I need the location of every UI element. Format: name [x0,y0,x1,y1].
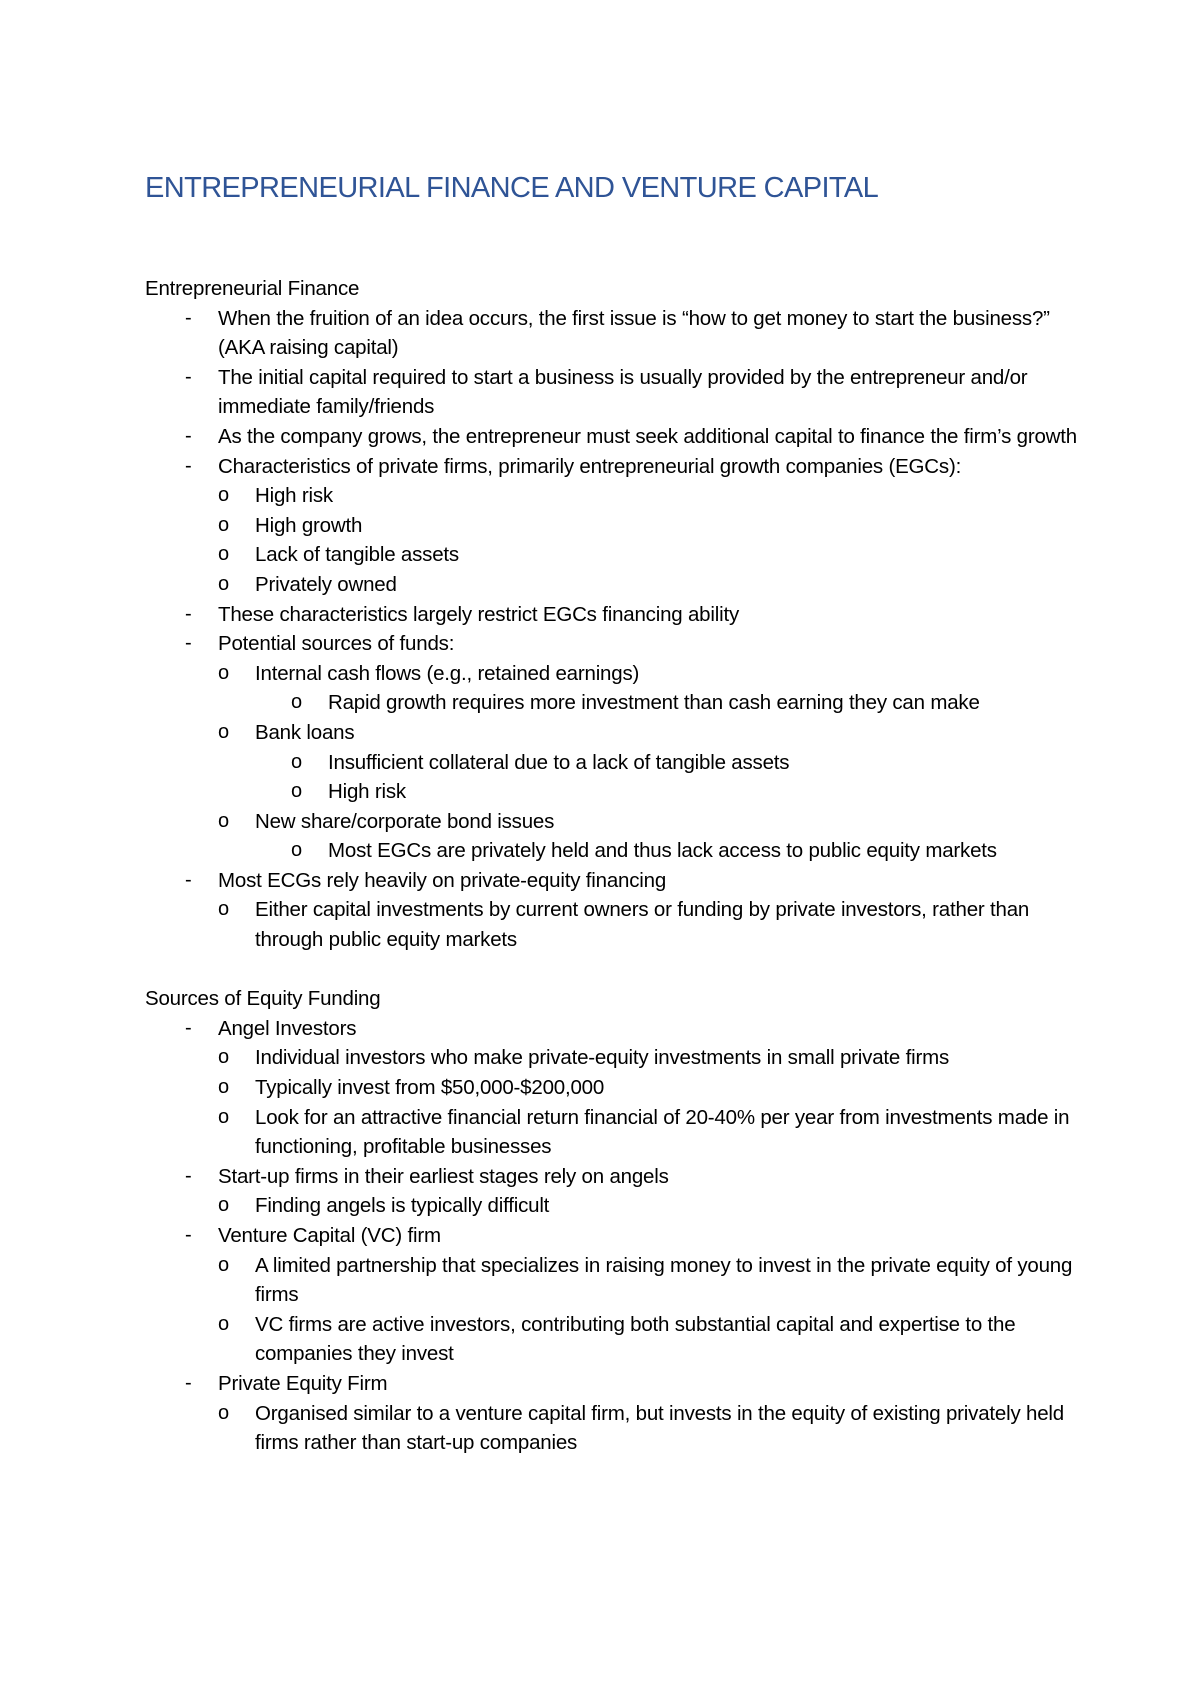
list-item [145,688,1085,718]
circle-bullet-icon: o [218,1076,229,1099]
list-item [145,1399,1085,1458]
dash-bullet-icon: - [185,424,192,447]
dash-bullet-icon: - [185,868,192,891]
dash-bullet-icon: - [185,632,192,655]
list-item [145,718,1085,748]
list-item-text: Most ECGs rely heavily on private-equity financing [218,868,667,892]
list-item-text: These characteristics largely restrict EGCs financing ability [218,602,739,626]
list-item [145,570,1085,600]
list-item [145,452,1085,482]
list-item [145,1162,1085,1192]
dash-bullet-icon: - [185,1164,192,1187]
list-item-text: Look for an attractive financial return financial of 20-40% per year from investments made in functioning, profitable businesses [255,1105,1070,1159]
entrepreneurial-finance-list [145,304,1085,955]
list-item-text: Angel Investors [218,1016,357,1040]
equity-funding-list [145,1014,1085,1458]
circle-bullet-icon: o [291,691,302,714]
list-item-text: Most EGCs are privately held and thus lack access to public equity markets [328,839,997,863]
list-item [145,1310,1085,1369]
circle-bullet-icon: o [291,780,302,803]
circle-bullet-icon: o [218,484,229,507]
dash-bullet-icon: - [185,1224,192,1246]
list-item-text: High risk [255,484,333,508]
list-item [145,304,1085,363]
circle-bullet-icon: o [218,809,229,832]
circle-bullet-icon: o [218,1401,229,1424]
dash-bullet-icon: - [185,306,192,329]
list-item [145,1073,1085,1103]
circle-bullet-icon: o [291,839,302,862]
list-item [145,511,1085,541]
document-title: ENTREPRENEURIAL FINANCE AND VENTURE CAPITAL [145,172,879,204]
list-item-text: Privately owned [255,572,397,596]
circle-bullet-icon: o [218,572,229,595]
document-body [145,274,1085,1458]
circle-bullet-icon: o [218,661,229,684]
list-item-text: When the fruition of an idea occurs, the first issue is “how to get money to start the business?” (AKA raising capital) [218,306,1050,360]
dash-bullet-icon: - [185,1371,192,1394]
dash-bullet-icon: - [185,454,192,477]
dash-bullet-icon: - [185,365,192,388]
section-heading-sources-of-equity-funding: Sources of Equity Funding [145,987,381,1011]
circle-bullet-icon: o [291,750,302,773]
list-item-text: Rapid growth requires more investment than cash earning they can make [328,691,980,715]
list-item-text: High risk [328,780,406,804]
section-heading-entrepreneurial-finance: Entrepreneurial Finance [145,277,360,300]
list-item-text: Characteristics of private firms, primarily entrepreneurial growth companies (EGCs): [218,454,962,478]
list-item-text: Potential sources of funds: [218,632,455,656]
list-item [145,629,1085,659]
list-item-text: Bank loans [255,720,355,744]
list-item [145,422,1085,452]
list-item [145,363,1085,422]
circle-bullet-icon: o [218,513,229,536]
list-item-text: Finding angels is typically difficult [255,1194,550,1218]
circle-bullet-icon: o [218,720,229,743]
list-item [145,777,1085,807]
list-item-text: Either capital investments by current owners or funding by private investors, rather than through public equity markets [255,898,1030,952]
list-item [145,540,1085,570]
list-item [145,1251,1085,1310]
list-item [145,836,1085,866]
dash-bullet-icon: - [185,602,192,625]
dash-bullet-icon: - [185,1016,192,1039]
list-item [145,481,1085,511]
circle-bullet-icon: o [218,1105,229,1128]
list-item-text: Insufficient collateral due to a lack of tangible assets [328,750,790,774]
list-item [145,807,1085,837]
list-item-text: Lack of tangible assets [255,543,459,567]
list-item [145,748,1085,778]
list-item [145,1103,1085,1162]
list-item-text: Start-up firms in their earliest stages rely on angels [218,1164,669,1188]
circle-bullet-icon: o [218,543,229,566]
list-item [145,600,1085,630]
list-item [145,866,1085,896]
circle-bullet-icon: o [218,1253,229,1276]
list-item [145,1043,1085,1073]
list-item-text: As the company grows, the entrepreneur must seek additional capital to finance the firm’s growth [218,424,1077,448]
list-item [145,895,1085,954]
list-item [145,659,1085,689]
section-spacer [145,955,1085,985]
list-item [145,1014,1085,1044]
list-item-text: VC firms are active investors, contributing both substantial capital and expertise to the companies they invest [255,1312,1016,1366]
list-item [145,1191,1085,1221]
circle-bullet-icon: o [218,1046,229,1069]
list-item-text: Individual investors who make private-equity investments in small private firms [255,1046,950,1070]
list-item-text: A limited partnership that specializes in raising money to invest in the private equity of young firms [255,1253,1073,1307]
list-item-text: Internal cash flows (e.g., retained earnings) [255,661,640,685]
list-item [145,1221,1085,1251]
list-item-text: Private Equity Firm [218,1371,388,1395]
list-item-text: New share/corporate bond issues [255,809,555,833]
list-item-text: Organised similar to a venture capital firm, but invests in the equity of existing privately held firms rather than start-up companies [255,1401,1064,1455]
list-item-text: Typically invest from $50,000-$200,000 [255,1076,605,1100]
circle-bullet-icon: o [218,1312,229,1335]
circle-bullet-icon: o [218,1194,229,1217]
list-item-text: Venture Capital (VC) firm [218,1224,441,1247]
list-item-text: The initial capital required to start a business is usually provided by the entrepreneur and/or immediate family/friends [218,365,1028,419]
list-item-text: High growth [255,513,363,537]
circle-bullet-icon: o [218,898,229,921]
list-item [145,1369,1085,1399]
